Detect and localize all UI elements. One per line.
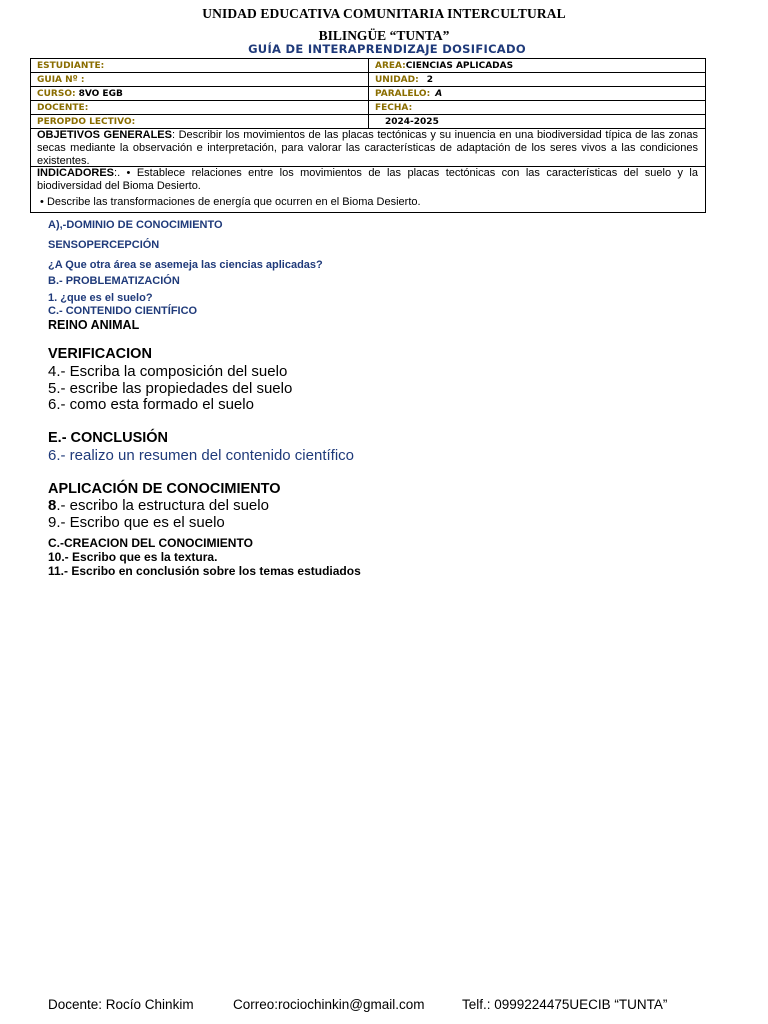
- school-name-line1: UNIDAD EDUCATIVA COMUNITARIA INTERCULTURAL: [202, 6, 566, 21]
- cell-label: PARALELO:: [375, 88, 431, 99]
- unit-cell: [369, 73, 706, 87]
- cell-label: FECHA:: [375, 102, 413, 113]
- question-ciencias: ¿A Que otra área se asemeja las ciencias aplicadas?: [48, 259, 323, 271]
- cell-label: ESTUDIANTE:: [37, 60, 105, 71]
- cell-value: 8VO EGB: [78, 88, 123, 99]
- teacher-cell: [31, 101, 369, 115]
- guide-number-cell: [31, 73, 369, 87]
- cell-label: DOCENTE:: [37, 102, 89, 113]
- course-cell: [31, 87, 369, 101]
- table-row: [31, 73, 706, 87]
- cell-value: 2024-2025: [385, 116, 439, 127]
- footer-docente: Docente: Rocío Chinkim: [48, 997, 194, 1012]
- conclusion-item-6: 6.- realizo un resumen del contenido científico: [48, 447, 355, 464]
- section-conclusion: E.- CONCLUSIÓN: [48, 430, 169, 446]
- indicators-text: :. • Establece relaciones entre los movimientos de las placas tectónicas con las características del suelo y la biodiversidad del Bioma Desierto.: [37, 167, 698, 192]
- cell-label: PEROPDO LECTIVO:: [37, 116, 136, 127]
- section-contenido: C.- CONTENIDO CIENTÍFICO: [48, 305, 198, 317]
- objectives-box: [30, 128, 706, 167]
- indicators-label: INDICADORES: [37, 167, 115, 179]
- objectives-label: OBJETIVOS GENERALES: [37, 129, 172, 141]
- item-6: 6.- como esta formado el suelo: [48, 396, 254, 413]
- question-suelo: 1. ¿que es el suelo?: [48, 292, 153, 304]
- table-row: [31, 59, 706, 73]
- footer-telefono: Telf.: 0999224475UECIB “TUNTA”: [462, 997, 668, 1012]
- table-row: [31, 101, 706, 115]
- section-dominio: A),-DOMINIO DE CONOCIMIENTO: [48, 219, 223, 231]
- student-cell: [31, 59, 369, 73]
- school-year-label-cell: [31, 115, 369, 129]
- date-cell: [369, 101, 706, 115]
- cell-label: CURSO:: [37, 88, 76, 99]
- area-cell: [369, 59, 706, 73]
- cell-label: GUIA Nº :: [37, 74, 85, 85]
- cell-value: CIENCIAS APLICADAS: [405, 60, 514, 71]
- school-year-value-cell: [369, 115, 706, 129]
- item-11: 11.- Escribo en conclusión sobre los temas estudiados: [48, 564, 361, 578]
- section-cell: [369, 87, 706, 101]
- objectives-text: : Describir los movimientos de las placas tectónicas y su inuencia en una biodiversidad típica de las zonas secas mediante la observación e interpretación, para valorar las características de adaptación de los seres vivos a las condiciones existentes.: [37, 129, 698, 167]
- section-aplicacion: APLICACIÓN DE CONOCIMIENTO: [48, 481, 281, 497]
- item-8-text: .- escribo la estructura del suelo: [56, 497, 269, 514]
- table-row: [31, 87, 706, 101]
- indicators-box: [30, 166, 706, 213]
- item-8-number: 8: [48, 497, 57, 514]
- guide-title: GUÍA DE INTERAPRENDIZAJE DOSIFICADO: [248, 42, 526, 56]
- section-creacion: C.-CREACION DEL CONOCIMIENTO: [48, 536, 253, 550]
- section-problematizacion: B.- PROBLEMATIZACIÓN: [48, 275, 180, 287]
- cell-label: AREA:: [375, 60, 406, 71]
- footer-correo: Correo:rociochinkin@gmail.com: [233, 997, 425, 1012]
- item-4: 4.- Escriba la composición del suelo: [48, 363, 288, 380]
- section-verificacion: VERIFICACION: [48, 346, 152, 362]
- item-5: 5.- escribe las propiedades del suelo: [48, 380, 293, 397]
- item-8: [48, 497, 269, 514]
- student-info-table: [30, 58, 706, 129]
- indicator-bullet-2: • Describe las transformaciones de energía que ocurren en el Bioma Desierto.: [37, 196, 421, 208]
- cell-value: A: [435, 88, 443, 99]
- school-name-line2: BILINGÜE “TUNTA”: [318, 28, 450, 43]
- section-sensopercepcion: SENSOPERCEPCIÓN: [48, 239, 160, 251]
- item-10: 10.- Escribo que es la textura.: [48, 550, 218, 564]
- item-9: 9.- Escribo que es el suelo: [48, 514, 225, 531]
- cell-label: UNIDAD:: [375, 74, 419, 85]
- table-row: [31, 115, 706, 129]
- cell-value: 2: [426, 74, 433, 85]
- reino-animal: REINO ANIMAL: [48, 318, 140, 332]
